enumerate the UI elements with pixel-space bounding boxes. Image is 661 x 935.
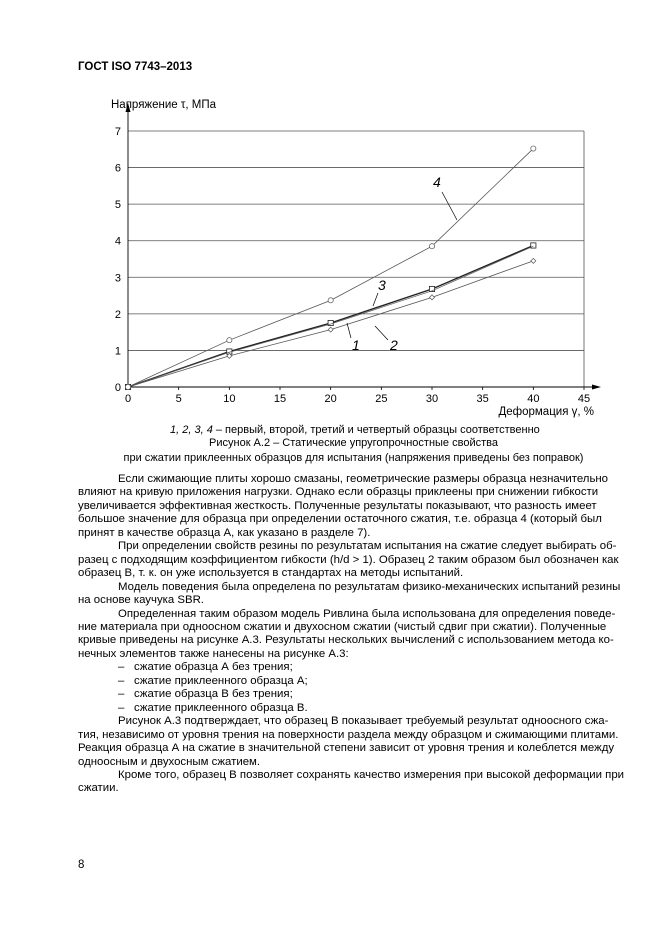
x-axis-arrow (592, 385, 601, 390)
paragraph-line: большое значение для образца при определении остаточного сжатия, т.е. образца 4 (который был (78, 513, 602, 526)
x-tick-label: 0 (124, 393, 132, 405)
list-dash: – (118, 701, 125, 714)
paragraph-line: увеличивается эффективная жесткость. Полученные результаты показывают, что разность имеет (78, 499, 597, 512)
page-number: 8 (78, 859, 85, 871)
paragraph-line: нечных элементов также нанесены на рисунке А.3: (78, 647, 349, 660)
paragraph-line: образец В, т. к. он уже используется в стандартах на методы испытаний. (78, 567, 464, 580)
stress-strain-chart (0, 90, 661, 420)
y-tick-label: 3 (114, 272, 121, 285)
y-tick-label: 2 (114, 308, 121, 321)
data-point-circle (328, 298, 333, 303)
data-point-circle (531, 146, 536, 151)
series-label: 4 (433, 174, 441, 190)
x-tick-label: 10 (223, 393, 236, 405)
paragraph-line: Реакция образца А на сжатие в значительной степени зависит от уровня трения и колеблется между (78, 742, 615, 755)
list-item (78, 688, 583, 701)
x-tick-label: 40 (527, 393, 540, 405)
paragraph-line: разец с подходящим коэффициентом гибкости (h/d > 1). Образец 2 таким образом был обозначен как (78, 553, 619, 566)
legend-numbers: 1, 2, 3, 4 (170, 424, 213, 436)
paragraph-line: Рисунок А.3 подтверждает, что образец В показывает требуемый результат одноосного сжа- (118, 715, 609, 728)
series-line-4 (128, 149, 533, 387)
y-tick-label: 7 (114, 126, 121, 138)
legend-text: – первый, второй, третий и четвертый образцы соответственно (212, 424, 540, 436)
y-tick-label: 0 (114, 382, 121, 394)
body-text (78, 473, 625, 796)
series-label: 1 (352, 337, 360, 353)
x-tick-label: 5 (175, 393, 182, 405)
y-tick-label: 1 (114, 345, 121, 358)
series-label: 2 (390, 337, 398, 353)
series-leader-line (375, 326, 388, 340)
x-axis-label: Деформация γ, % (498, 406, 594, 418)
data-point-diamond (430, 295, 435, 300)
paragraph-line: сжатии. (78, 782, 119, 795)
paragraph-line: Кроме того, образец В позволяет сохранять качество измерения при высокой деформации при (118, 768, 625, 781)
y-tick-label: 5 (114, 199, 121, 212)
x-tick-label: 15 (273, 393, 287, 405)
figure-title-line2: при сжатии приклеенных образцов для испытания (напряжения приведены без поправок) (123, 452, 584, 464)
document-header: ГОСТ ISO 7743–2013 (78, 61, 193, 73)
paragraph-line: принят в качестве образца А, как указано в разделе 7). (78, 526, 371, 539)
x-tick-label: 25 (375, 393, 388, 405)
data-point-diamond (531, 258, 536, 263)
data-point-diamond (328, 327, 333, 332)
series-leader-line (373, 293, 378, 306)
list-dash: – (118, 674, 125, 687)
paragraph-line: Модель поведения была определена по результатам физико-механических испытаний резины (118, 580, 621, 593)
list-item (78, 675, 583, 688)
data-point-circle (125, 384, 130, 389)
series-leader-line (442, 192, 457, 220)
y-tick-label: 6 (114, 162, 121, 175)
figure-title-line1: Рисунок А.2 – Статические упругопрочностные свойства (209, 437, 498, 449)
list-item-text: сжатие приклеенного образца В. (134, 701, 308, 714)
figure-legend (170, 424, 540, 436)
paragraph-line: Определенная таким образом модель Ривлина была использована для определения поведе- (118, 607, 616, 620)
paragraph-line: Если сжимающие плиты хорошо смазаны, геометрические размеры образца незначительно (118, 473, 609, 485)
x-tick-label: 45 (577, 393, 591, 405)
list-dash: – (118, 661, 125, 674)
x-tick-label: 30 (425, 393, 439, 405)
paragraph-line: влияют на кривую приложения нагрузки. Однако если образцы приклеены при снижении гибкости (78, 486, 599, 499)
series-leader-line (347, 323, 351, 338)
y-axis-label: Напряжение τ, МПа (111, 99, 217, 111)
series-line-1 (128, 245, 533, 387)
list-item (78, 702, 583, 715)
x-tick-label: 35 (476, 393, 489, 405)
paragraph-line: кривые приведены на рисунке А.3. Результаты нескольких вычислений с использованием метода ко- (78, 634, 614, 647)
data-point-circle (227, 338, 232, 343)
list-item (78, 661, 583, 674)
series-line-3 (128, 246, 533, 387)
paragraph-line: одноосным и двухосным сжатием. (78, 755, 261, 768)
paragraph-line: При определении свойств резины по результатам испытания на сжатие следует выбирать об- (118, 540, 617, 553)
list-dash: – (118, 688, 125, 701)
y-tick-label: 4 (114, 235, 121, 248)
list-item-text: сжатие образца А без трения; (134, 661, 293, 674)
list-item-text: сжатие образца В без трения; (134, 688, 293, 701)
list-item-text: сжатие приклеенного образца А; (134, 674, 308, 687)
paragraph-line: на основе каучука SBR. (78, 594, 204, 607)
paragraph-line: тия, независимо от уровня трения на поверхности раздела между образцом и сжимающими плитами. (78, 728, 619, 741)
data-point-circle (429, 244, 434, 249)
series-label: 3 (378, 277, 386, 293)
x-tick-label: 20 (324, 393, 337, 405)
paragraph-line: ние материала при одноосном сжатии и двухосном сжатии (чистый сдвиг при сжатии). Полученные (78, 620, 607, 633)
